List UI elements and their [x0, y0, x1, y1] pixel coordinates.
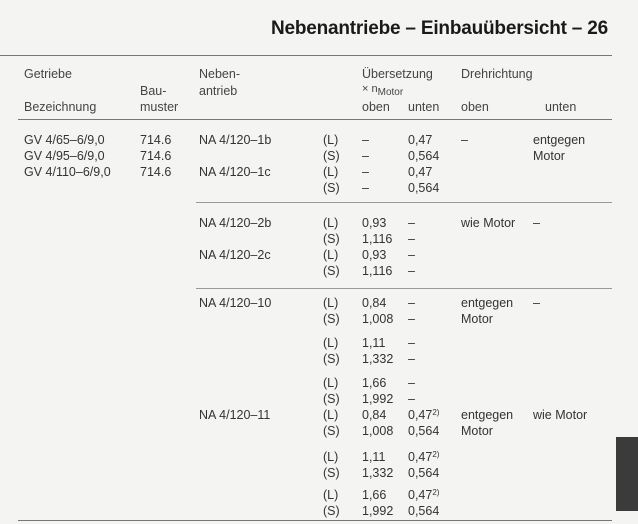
getriebe-bezeichnung: GV 4/110–6/9,0: [24, 165, 111, 179]
ratio-oben-cell: 0,84: [362, 296, 387, 310]
mode-cell: (L): [323, 336, 339, 350]
ratio-unten-cell: 0,47: [408, 165, 433, 179]
nebenantrieb-cell: NA 4/120–1b: [199, 133, 272, 147]
ratio-oben-cell: –: [362, 133, 369, 147]
mode-cell: (L): [323, 248, 339, 262]
title-rule: [0, 55, 612, 56]
group-rule: [196, 202, 612, 203]
ratio-unten-cell: –: [408, 232, 415, 246]
ratio-unten-cell: –: [408, 248, 415, 262]
mode-cell: (S): [323, 352, 340, 366]
dreh-unten-cell: –: [533, 296, 540, 310]
ratio-unten-cell: –: [408, 336, 415, 350]
dreh-oben-cell: –: [461, 133, 468, 147]
mode-cell: (S): [323, 392, 340, 406]
mode-cell: (L): [323, 488, 339, 502]
getriebe-baumuster: 714.6: [140, 149, 172, 163]
dreh-oben-cell: wie Motor: [461, 216, 516, 230]
mode-cell: (S): [323, 264, 340, 278]
dreh-oben-cell: entgegen: [461, 296, 514, 310]
group-rule: [196, 288, 612, 289]
header-nebenantrieb-2: antrieb: [199, 84, 238, 98]
dreh-unten-cell: –: [533, 216, 540, 230]
ratio-oben-cell: 1,116: [362, 264, 393, 278]
ratio-oben-cell: –: [362, 165, 369, 179]
mode-cell: (L): [323, 165, 339, 179]
mode-cell: (S): [323, 232, 340, 246]
nebenantrieb-cell: NA 4/120–10: [199, 296, 272, 310]
ratio-oben-cell: 1,332: [362, 352, 394, 366]
ratio-unten-cell: [408, 409, 439, 422]
ratio-oben-cell: 0,93: [362, 216, 387, 230]
header-baumuster-1: Bau-: [140, 84, 167, 98]
ratio-unten-cell: –: [408, 352, 415, 366]
mode-cell: (L): [323, 133, 339, 147]
header-unten: unten: [408, 100, 440, 114]
ratio-unten-cell: –: [408, 296, 415, 310]
ratio-oben-cell: 1,992: [362, 504, 394, 518]
dreh-unten-cell: Motor: [533, 149, 565, 163]
mode-cell: (L): [323, 296, 339, 310]
x-n-label: × n: [362, 83, 378, 95]
ratio-unten-cell: 0,564: [408, 466, 440, 480]
ratio-unten-cell: –: [408, 216, 415, 230]
header-drehrichtung: Drehrichtung: [461, 67, 533, 81]
ratio-oben-cell: 1,116: [362, 232, 393, 246]
mode-cell: (L): [323, 450, 339, 464]
header-rule: [18, 119, 612, 120]
ratio-oben-cell: 0,93: [362, 248, 387, 262]
getriebe-baumuster: 714.6: [140, 133, 172, 147]
ratio-unten-cell: –: [408, 312, 415, 326]
dreh-oben-cell: Motor: [461, 312, 493, 326]
getriebe-baumuster: 714.6: [140, 165, 172, 179]
nebenantrieb-cell: NA 4/120–2b: [199, 216, 272, 230]
header-dreh-unten: unten: [545, 100, 577, 114]
dreh-oben-cell: entgegen: [461, 408, 514, 422]
mode-cell: (S): [323, 466, 340, 480]
header-dreh-oben: oben: [461, 100, 489, 114]
ratio-oben-cell: 1,66: [362, 376, 387, 390]
mode-cell: (L): [323, 216, 339, 230]
ratio-oben-cell: 1,008: [362, 312, 394, 326]
mode-cell: (S): [323, 149, 340, 163]
dreh-unten-cell: entgegen: [533, 133, 586, 147]
ratio-oben-cell: –: [362, 149, 369, 163]
mode-cell: (S): [323, 312, 340, 326]
ratio-unten-cell: 0,564: [408, 149, 440, 163]
ratio-unten-cell: 0,564: [408, 504, 440, 518]
ratio-oben-cell: 0,84: [362, 408, 387, 422]
ratio-unten-cell: [408, 489, 439, 502]
nebenantrieb-cell: NA 4/120–11: [199, 408, 271, 422]
ratio-unten-cell: 0,47: [408, 133, 433, 147]
ratio-unten-cell: 0,564: [408, 424, 440, 438]
header-uebersetzung: Übersetzung: [362, 67, 433, 81]
dreh-oben-cell: Motor: [461, 424, 493, 438]
motor-subscript: Motor: [377, 87, 404, 99]
ratio-unten-cell: –: [408, 264, 415, 278]
nebenantrieb-cell: NA 4/120–1c: [199, 165, 271, 179]
ratio-value: 0,47: [408, 488, 433, 502]
header-getriebe: Getriebe: [24, 67, 72, 81]
header-baumuster-2: muster: [140, 100, 179, 114]
footnote-marker: 2): [432, 450, 440, 459]
getriebe-bezeichnung: GV 4/95–6/9,0: [24, 149, 105, 163]
ratio-unten-cell: –: [408, 392, 415, 406]
ratio-oben-cell: 1,66: [362, 488, 387, 502]
getriebe-bezeichnung: GV 4/65–6/9,0: [24, 133, 105, 147]
mode-cell: (S): [323, 424, 340, 438]
ratio-unten-cell: –: [408, 376, 415, 390]
footnote-marker: 2): [432, 488, 440, 497]
ratio-oben-cell: 1,332: [362, 466, 394, 480]
ratio-oben-cell: 1,992: [362, 392, 394, 406]
page-edge-tab: [616, 437, 638, 511]
header-bezeichnung: Bezeichnung: [24, 100, 97, 114]
ratio-unten-cell: 0,564: [408, 181, 440, 195]
mode-cell: (S): [323, 181, 340, 195]
ratio-oben-cell: –: [362, 181, 369, 195]
ratio-value: 0,47: [408, 450, 433, 464]
ratio-unten-cell: [408, 451, 439, 464]
ratio-oben-cell: 1,11: [362, 450, 386, 464]
header-nebenantrieb-1: Neben-: [199, 67, 240, 81]
mode-cell: (L): [323, 408, 339, 422]
mode-cell: (L): [323, 376, 339, 390]
nebenantrieb-cell: NA 4/120–2c: [199, 248, 271, 262]
page-title: Nebenantriebe – Einbauübersicht – 26: [270, 18, 608, 39]
dreh-unten-cell: wie Motor: [533, 408, 588, 422]
ratio-oben-cell: 1,008: [362, 424, 394, 438]
mode-cell: (S): [323, 504, 340, 518]
ratio-value: 0,47: [408, 408, 433, 422]
header-x-n-motor: [362, 83, 403, 99]
header-oben: oben: [362, 100, 390, 114]
bottom-rule: [18, 520, 612, 521]
footnote-marker: 2): [432, 408, 440, 417]
ratio-oben-cell: 1,11: [362, 336, 386, 350]
